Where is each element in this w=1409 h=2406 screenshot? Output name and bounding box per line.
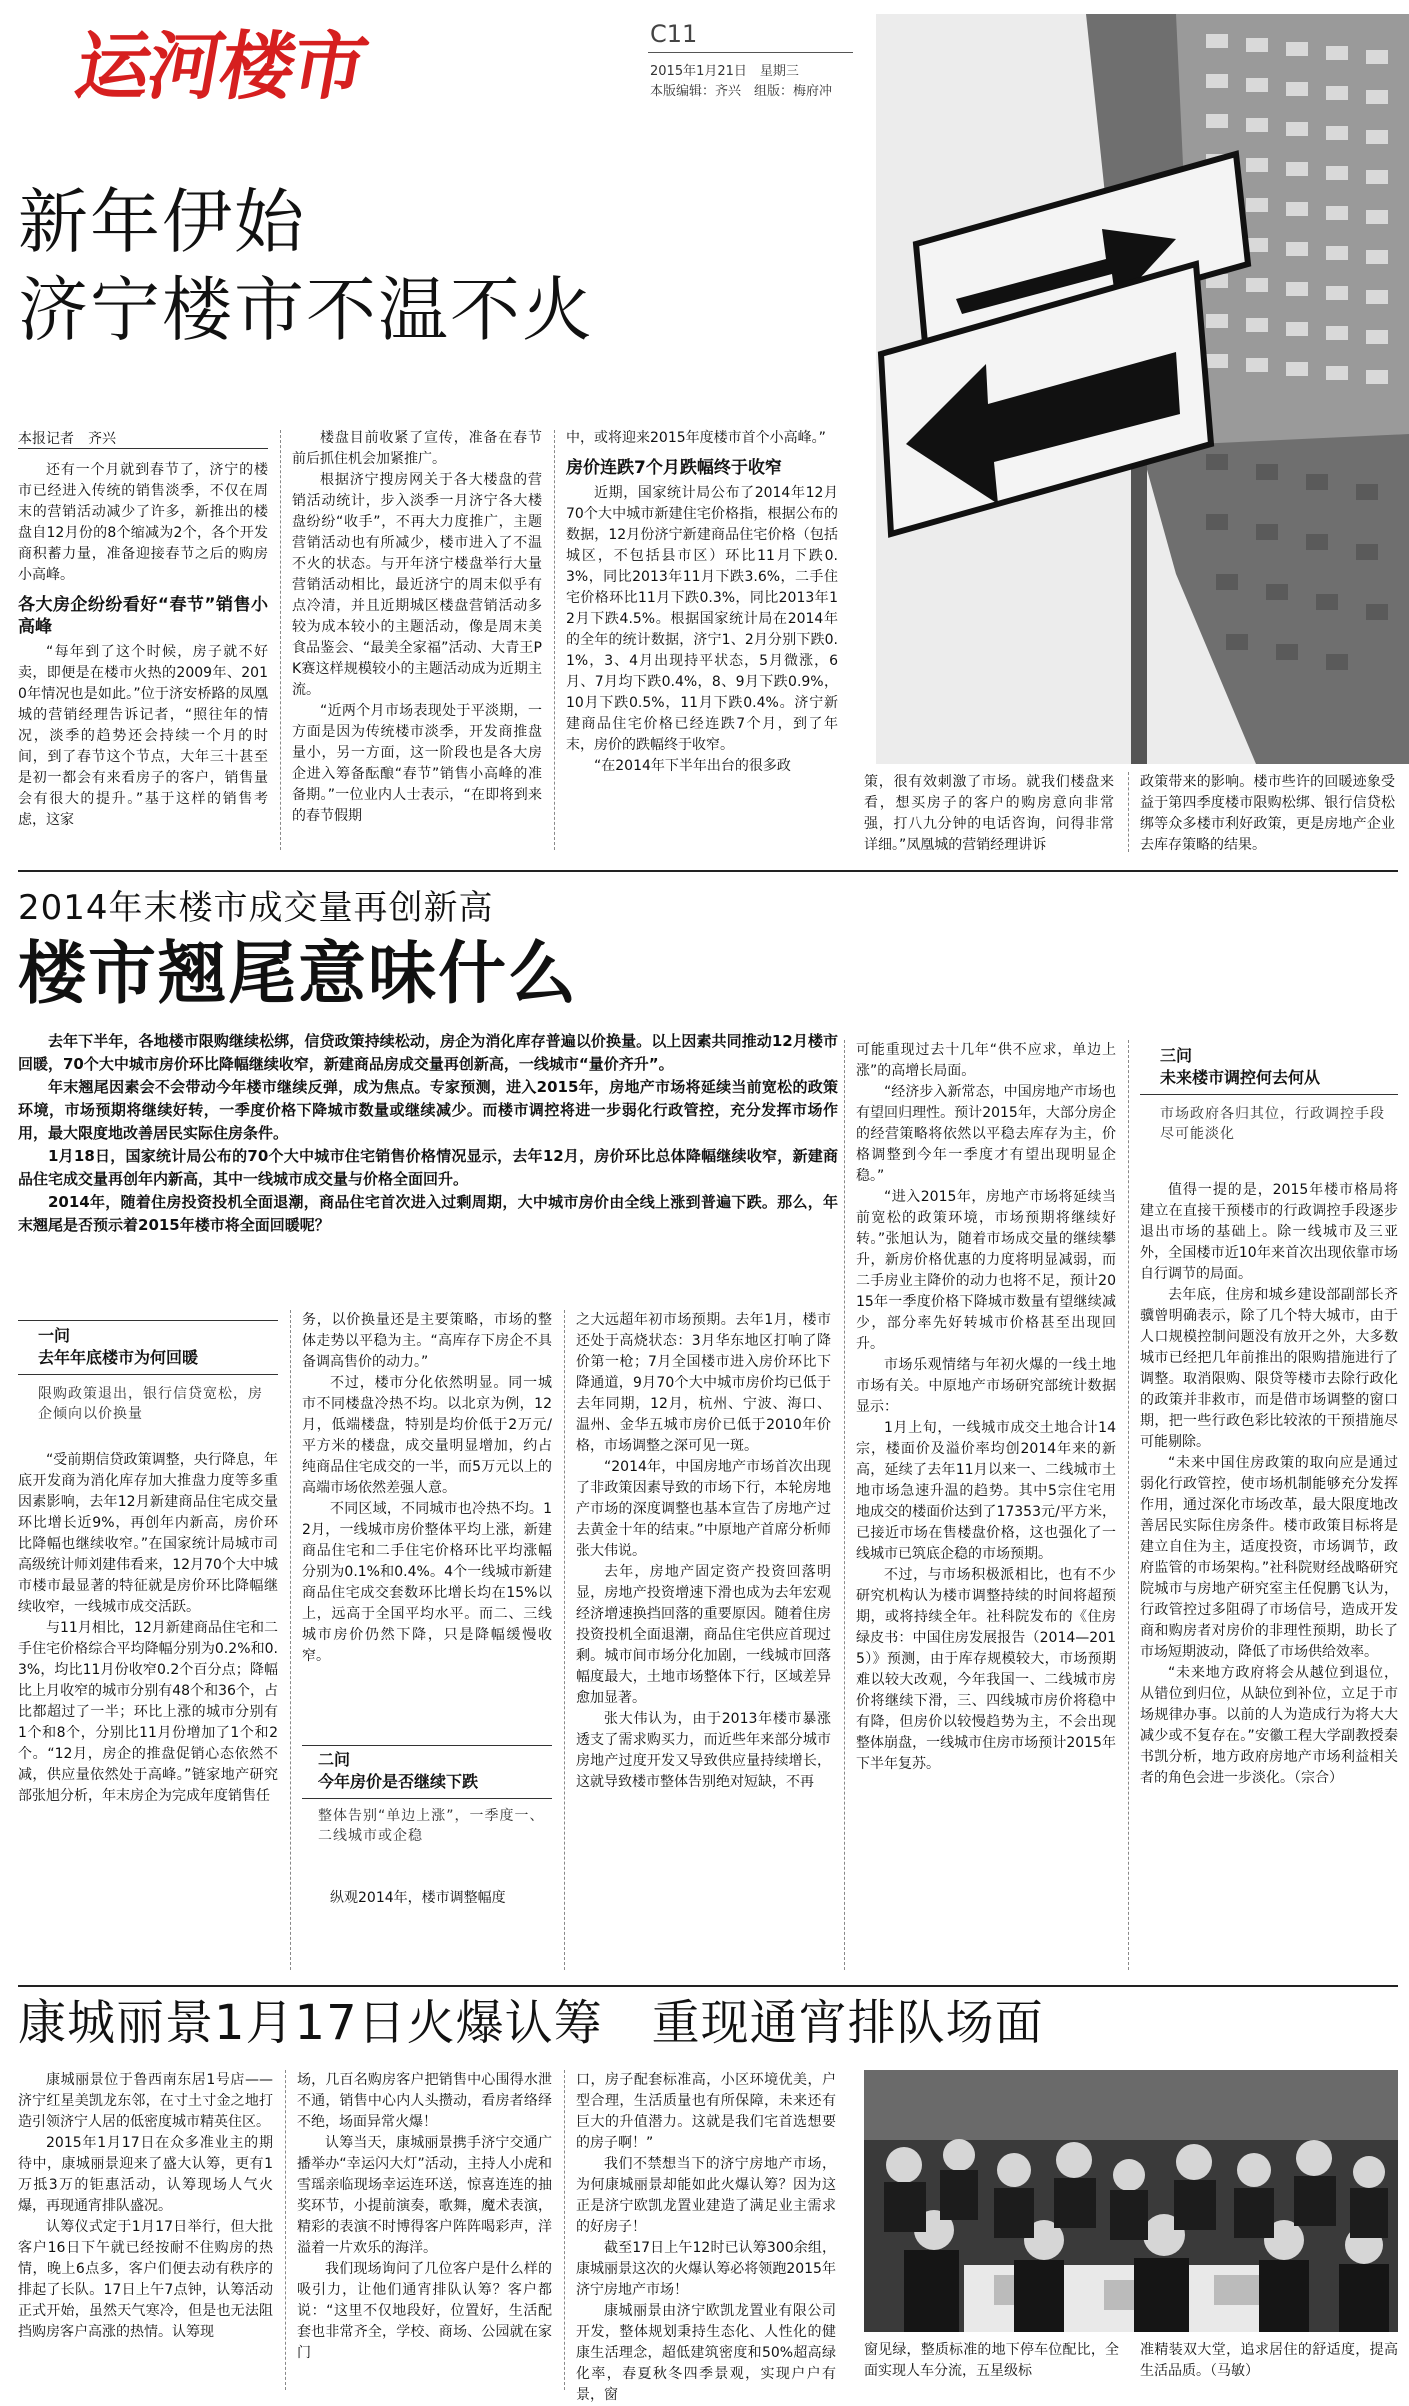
article3-paragraph: 截至17日上午12时已认筹300余组，康城丽景这次的火爆认筹必将领跑2015年济宁房地产市场！ — [576, 2240, 836, 2298]
article2-lead-paragraph: 1月18日，国家统计局公布的70个大中城市住宅销售价格情况显示，去年12月，房价环比总体降幅继续收窄，新建商品住宅成交量再创年内新高，其中一线城市成交量与价格全面回升。 — [18, 1147, 838, 1188]
article1-paragraph: 还有一个月就到春节了，济宁的楼市已经进入传统的销售淡季，不仅在周末的营销活动减少了许多，新推出的楼盘自12月份的8个缩减为2个，各个开发商积蓄力量，准备迎接春节之后的购房小高峰。 — [18, 462, 268, 583]
article3-column-2 — [297, 2070, 552, 2390]
q2-title: 今年房价是否继续下跌 — [318, 1772, 479, 1791]
article1-top-rule — [18, 448, 268, 449]
q1-title: 去年年底楼市为何回暖 — [38, 1348, 199, 1367]
article1-column-3 — [566, 428, 838, 848]
article2-paragraph: 纵观2014年，楼市调整幅度 — [330, 1890, 506, 1906]
article2-paragraph: “2014年，中国房地产市场首次出现了非政策因素导致的市场下行，本轮房地产市场的深度调整也基本宣告了房地产过去黄金十年的结束。”中原地产首席分析师张大伟说。 — [576, 1459, 831, 1559]
article3-paragraph: 康城丽景位于鲁西南东居1号店——济宁红星美凯龙东邻，在寸土寸金之地打造引领济宁人居的低密度城市精英住区。 — [18, 2072, 273, 2130]
q2-rule-mid — [302, 1798, 552, 1799]
article2-column-3 — [576, 1310, 831, 1970]
article1-paragraph: 近期，国家统计局公布了2014年12月70个大中城市新建住宅价格指，根据公布的数据，12月份济宁新建商品住宅价格（包括城区，不包括县市区）环比11月下跌0.3%，同比2013年11月下跌3.6%，二手住宅价格环比11月下跌0.3%，同比2013年12月下跌4.5%。根据国家统计局在2014年的全年的统计数据，济宁1、2月分别下跌0.1%，3、4月出现持平状态，5月微涨，6月、7月均下跌0.4%，8、9月下跌0.9%，10月下跌0.5%，11月下跌0.4%。济宁新建商品住宅价格已经连跌7个月，到了年末，房价的跌幅终于收窄。 — [566, 485, 838, 753]
article2-paragraph: 之大远超年初市场预期。去年1月，楼市还处于高烧状态：3月华东地区打响了降价第一枪；7月全国楼市进入房价环比下降通道，9月70个大中城市房价均已低于去年同期，12月，杭州、宁波、海口、温州、金华五城市房价已低于2010年价格，市场调整之深可见一斑。 — [576, 1312, 831, 1454]
article3-column-4 — [864, 2340, 1119, 2390]
article1-paragraph: “每年到了这个时候，房子就不好卖，即便是在楼市火热的2009年、2010年情况也是如此。”位于济安桥路的凤凰城的营销经理告诉记者，“照往年的情况，淡季的趋势还会持续一个月的时间，到了春节这个节点，大年三十甚至是初一都会有来看房子的客户，销售量会有很大的提升。”基于这样的销售考虑，这家 — [18, 644, 268, 828]
article1-byline: 本报记者 齐兴 — [18, 431, 116, 447]
article2-paragraph: “进入2015年，房地产市场将延续当前宽松的政策环境，市场预期将继续好转。”张旭认为，随着市场成交量的继续攀升，新房价格优惠的力度将明显减弱，而二手房业主降价的动力也将不足，预计2015年一季度价格下降城市数量有望继续减少，部分率先好转城市价格甚至出现回升。 — [856, 1189, 1116, 1352]
article2-paragraph: 张大伟认为，由于2013年楼市暴涨透支了需求购买力，而近些年来部分城市房地产过度开发又导致供应量持续增长，这就导致楼市整体告别绝对短缺，不再 — [576, 1711, 831, 1790]
article2-paragraph: 不过，与市场积极派相比，也有不少研究机构认为楼市调整持续的时间将超预期，或将持续全年。社科院发布的《住房绿皮书：中国住房发展报告（2014—2015）》预测，由于库存规模较大，市场预期难以较大改观，今年我国一、二线城市房价将继续下滑，三、四线城市房价将稳中有降，但房价以较慢趋势为主，不会出现整体崩盘，一线城市住房市场预计2015年下半年复苏。 — [856, 1567, 1116, 1772]
q1-label: 一问 — [38, 1326, 71, 1345]
article1-paragraph: 中，或将迎来2015年度楼市首个小高峰。” — [566, 430, 826, 446]
photo-street-signs — [876, 14, 1409, 764]
q2-label: 二问 — [318, 1750, 351, 1769]
article1-paragraph: 策，很有效刺激了市场。就我们楼盘来看，想买房子的客户的购房意向非常强，打八九分钟的电话咨询，问得非常详细。”凤凰城的营销经理讲诉 — [864, 774, 1114, 853]
q3-rule-mid — [1140, 1094, 1398, 1095]
article1-paragraph: 楼盘目前收紧了宣传，准备在春节前后抓住机会加紧推广。 — [292, 430, 542, 467]
q3-title: 未来楼市调控何去何从 — [1160, 1068, 1321, 1087]
article1-column-1 — [18, 460, 268, 850]
article2-lead-paragraph: 年末翘尾因素会不会带动今年楼市继续反弹，成为焦点。专家预测，进入2015年，房地产市场将延续当前宽松的政策环境，市场预期将继续好转，一季度价格下降城市数量或继续减少。而楼市调控将进一步弱化行政管控，充分发挥市场作用，最大限度地改善居民实际住房条件。 — [18, 1078, 838, 1142]
article1-subhead-2: 房价连跌7个月跌幅终于收窄 — [566, 458, 782, 478]
article2-title: 楼市翘尾意味什么 — [18, 935, 579, 1014]
article2-column-5 — [1140, 1180, 1398, 1970]
article3-paragraph: 认筹仪式定于1月17日举行，但大批客户16日下午就已经按耐不住购房的热情，晚上6点多，客户们便去动有秩序的排起了长队。17日上午7点钟，认筹活动正式开始，虽然天气寒冷，但是也无法阻挡购房客户高涨的热情。认筹现 — [18, 2219, 273, 2340]
article2-paragraph: 不同区域，不同城市也冷热不均。12月，一线城市房价整体平均上涨，新建商品住宅和二手住宅价格环比平均涨幅分别为0.1%和0.4%。4个一线城市新建商品住宅成交套数环比增长均在15%以上，远高于全国平均水平。而二、三线城市房价仍然下降，只是降幅缓慢收窄。 — [302, 1501, 552, 1664]
column-divider — [1128, 772, 1129, 852]
q3-subtitle: 市场政府各归其位，行政调控手段尽可能淡化 — [1160, 1106, 1385, 1142]
article2-column-2 — [302, 1310, 552, 1730]
q1-rule-top — [18, 1320, 278, 1321]
article2-paragraph: “未来地方政府将会从越位到退位，从错位到归位，从缺位到补位，立足于市场规律办事。以前的人为造成行为将大大减少或不复存在。”安徽工程大学副教授秦书凯分析，地方政府房地产市场利益相关者的角色会进一步淡化。（宗合） — [1140, 1665, 1398, 1786]
article2-paragraph: 务，以价换量还是主要策略，市场的整体走势以平稳为主。“高库存下房企不具备调高售价的动力。” — [302, 1312, 552, 1370]
column-divider — [280, 430, 281, 850]
article2-lead-paragraph: 2014年，随着住房投资投机全面退潮，商品住宅首次进入过剩周期，大中城市房价由全线上涨到普遍下跌。那么，年末翘尾是否预示着2015年楼市将全面回暖呢？ — [18, 1193, 838, 1234]
column-divider — [554, 430, 555, 850]
article2-paragraph: “受前期信贷政策调整，央行降息，年底开发商为消化库存加大推盘力度等多重因素影响，去年12月新建商品住宅成交量环比增长近9%，再创年内新高，房价环比降幅也继续收窄。”在国家统计局城市司高级统计师刘建伟看来，12月70个大中城市楼市最显著的特征就是房价环比降幅继续收窄，一线城市成交活跃。 — [18, 1452, 278, 1615]
article3-paragraph: 口，房子配套标准高，小区环境优美，户型合理，生活质量也有所保障，未来还有巨大的升值潜力。这就是我们宅首选想要的房子啊！” — [576, 2072, 836, 2151]
article2-column-2b — [302, 1888, 552, 1968]
article3-paragraph: 康城丽景由济宁欧凯龙置业有限公司开发，整体规划秉持生态化、人性化的健康生活理念，超低建筑密度和50%超高绿化率，春夏秋冬四季景观，实现户户有景，窗 — [576, 2303, 836, 2403]
article3-paragraph: 认筹当天，康城丽景携手济宁交通广播举办“幸运闪大灯”活动，主持人小虎和雪瑶亲临现场幸运连环送，惊喜连连的抽奖环节，小提前演奏，歌舞，魔术表演，精彩的表演不时博得客户阵阵喝彩声，洋溢着一片欢乐的海洋。 — [297, 2135, 552, 2256]
editor-credit: 本版编辑：齐兴 组版：梅府冲 — [650, 84, 833, 99]
article1-paragraph: “近两个月市场表现处于平淡期，一方面是因为传统楼市淡季，开发商推盘量小，另一方面，这一阶段也是各大房企进入筹备酝酿“春节”销售小高峰的准备期。”一位业内人士表示，“在即将到来的春节假期 — [292, 703, 542, 824]
article2-paragraph: 市场乐观情绪与年初火爆的一线土地市场有关。中原地产市场研究部统计数据显示： — [856, 1357, 1116, 1415]
article3-column-5 — [1140, 2340, 1398, 2390]
q3-label: 三问 — [1160, 1046, 1193, 1065]
article2-paragraph: 去年，房地产固定资产投资回落明显，房地产投资增速下滑也成为去年宏观经济增速换挡回落的重要原因。随着住房投资投机全面退潮，商品住宅供应首现过剩。城市间市场分化加剧，一线城市回落幅度最大，土地市场整体下行，区域差异愈加显著。 — [576, 1564, 831, 1706]
photo-sales-crowd — [864, 2070, 1398, 2332]
article2-paragraph: 1月上旬，一线城市成交土地合计14宗，楼面价及溢价率均创2014年来的新高，延续了去年11月以来一、二线城市土地市场急速升温的趋势。其中5宗住宅用地成交的楼面价达到了17353元/平方米，已接近市场在售楼盘价格，这也强化了一线城市已筑底企稳的市场预期。 — [856, 1420, 1116, 1562]
column-divider — [564, 1310, 565, 1970]
column-divider — [844, 1040, 845, 1970]
article2-column-1 — [18, 1450, 278, 1970]
article2-kicker: 2014年末楼市成交量再创新高 — [18, 888, 494, 928]
column-divider — [285, 2070, 286, 2390]
article2-lead — [18, 1030, 838, 1290]
article3-paragraph: 我们不禁想当下的济宁房地产市场，为何康城丽景却能如此火爆认筹？因为这正是济宁欧凯龙置业建造了满足业主需求的好房子！ — [576, 2156, 836, 2235]
article1-column-5 — [1140, 772, 1395, 852]
issue-date: 2015年1月21日 星期三 — [650, 64, 799, 79]
column-divider — [564, 2070, 565, 2390]
article1-subhead-1: 各大房企纷纷看好“春节”销售小高峰 — [18, 595, 268, 637]
article2-paragraph: 值得一提的是，2015年楼市格局将建立在直接干预楼市的行政调控手段逐步退出市场的基础上。除一线城市及三亚外，全国楼市近10年来首次出现依靠市场自行调节的局面。 — [1140, 1182, 1398, 1282]
q1-rule-mid — [18, 1374, 278, 1375]
article3-title: 康城丽景1月17日火爆认筹 重现通宵排队场面 — [18, 1995, 1044, 2051]
article3-paragraph: 2015年1月17日在众多准业主的期待中，康城丽景迎来了盛大认筹，更有1万抵3万的钜惠活动，认筹现场人气火爆，再现通宵排队盛况。 — [18, 2135, 273, 2214]
article2-lead-paragraph: 去年下半年，各地楼市限购继续松绑，信贷政策持续松动，房企为消化库存普遍以价换量。以上因素共同推动12月楼市回暖，70个大中城市房价环比降幅继续收窄，新建商品房成交量再创新高，一线城市“量价齐升”。 — [18, 1032, 838, 1073]
article2-paragraph: 不过，楼市分化依然明显。同一城市不同楼盘冷热不均。以北京为例，12月，低端楼盘，特别是均价低于2万元/平方米的楼盘，成交量明显增加，约占纯商品住宅成交的一半，而5万元以上的高端市场依然差强人意。 — [302, 1375, 552, 1496]
article2-paragraph: “经济步入新常态，中国房地产市场也有望回归理性。预计2015年，大部分房企的经营策略将依然以平稳去库存为主，价格调整到今年一季度才有望出现明显企稳。” — [856, 1084, 1116, 1184]
section-separator — [18, 870, 1398, 872]
article2-paragraph: 去年底，住房和城乡建设部副部长齐骥曾明确表示，除了几个特大城市，由于人口规模控制问题没有放开之外，大多数城市已经把几年前推出的限购措施进行了调整。取消限购、限贷等楼市去除行政化的政策并非救市，而是借市场调整的窗口期，把一些行政色彩比较浓的干预措施尽可能剔除。 — [1140, 1287, 1398, 1450]
article1-title-line1: 新年伊始 — [18, 181, 306, 263]
header-line — [648, 52, 853, 53]
q2-subtitle: 整体告别“单边上涨”，一季度一、二线城市或企稳 — [318, 1808, 545, 1844]
article1-column-2 — [292, 428, 542, 848]
page-number: C11 — [650, 20, 698, 48]
column-divider — [290, 1310, 291, 1970]
section-separator — [18, 1985, 1398, 1987]
article3-paragraph: 准精装双大堂，追求居住的舒适度，提高生活品质。（马敏） — [1140, 2342, 1398, 2379]
article1-paragraph: 政策带来的影响。楼市些许的回暖迹象受益于第四季度楼市限购松绑、银行信贷松绑等众多楼市利好政策，更是房地产企业去库存策略的结果。 — [1140, 774, 1395, 853]
article1-paragraph: 根据济宁搜房网关于各大楼盘的营销活动统计，步入淡季一月济宁各大楼盘纷纷“收手”，不再大力度推广，主题营销活动也有所减少，楼市进入了不温不火的状态。与开年济宁楼盘举行大量营销活动相比，最近济宁的周末似乎有点冷清，并且近期城区楼盘营销活动多较为成本较小的主题活动，像是周末美食品鉴会、“最美全家福”活动、大青王PK赛这样规模较小的主题活动成为近期主流。 — [292, 472, 542, 698]
article2-paragraph: 可能重现过去十几年“供不应求，单边上涨”的高增长局面。 — [856, 1042, 1116, 1079]
q1-subtitle: 限购政策退出，银行信贷宽松，房企倾向以价换量 — [38, 1386, 263, 1422]
article3-paragraph: 场，几百名购房客户把销售中心围得水泄不通，销售中心内人头攒动，看房者络绎不绝，场面异常火爆！ — [297, 2072, 552, 2130]
section-masthead: 运河楼市 — [69, 24, 373, 110]
article1-paragraph: “在2014年下半年出台的很多政 — [594, 758, 791, 774]
article3-paragraph: 窗见绿，整质标准的地下停车位配比，全面实现人车分流，五星级标 — [864, 2342, 1119, 2379]
article1-column-4 — [864, 772, 1114, 852]
article3-paragraph: 我们现场询问了几位客户是什么样的吸引力，让他们通宵排队认筹？客户都说：“这里不仅地段好，位置好，生活配套也非常齐全，学校、商场、公园就在家门 — [297, 2261, 552, 2361]
article3-column-3 — [576, 2070, 836, 2403]
column-divider — [1128, 1040, 1129, 1970]
article2-paragraph: 与11月相比，12月新建商品住宅和二手住宅价格综合平均降幅分别为0.2%和0.3%，均比11月份收窄0.2个百分点；降幅比上月收窄的城市分别有48个和36个，占比都超过了一半；环比上涨的城市分别有1个和8个，分别比11月份增加了1个和2个。“12月，房企的推盘促销心态依然不减，供应量依然处于高峰。”链家地产研究部张旭分析，年末房企为完成年度销售任 — [18, 1620, 278, 1804]
article3-column-1 — [18, 2070, 273, 2390]
article1-title-line2: 济宁楼市不温不火 — [18, 269, 594, 351]
article2-paragraph: “未来中国住房政策的取向应是通过弱化行政管控，使市场机制能够充分发挥作用，通过深化市场改革，最大限度地改善居民实际住房条件。楼市政策目标将是建立自住为主，适度投资，市场调节，政府监管的市场架构。”社科院财经战略研究院城市与房地产研究室主任倪鹏飞认为，行政管控过多阻碍了市场信号，造成开发商和购房者对房价的非理性预期，助长了市场短期波动，降低了市场供给效率。 — [1140, 1455, 1398, 1660]
article2-column-4 — [856, 1040, 1116, 1970]
q2-rule-top — [302, 1745, 552, 1746]
